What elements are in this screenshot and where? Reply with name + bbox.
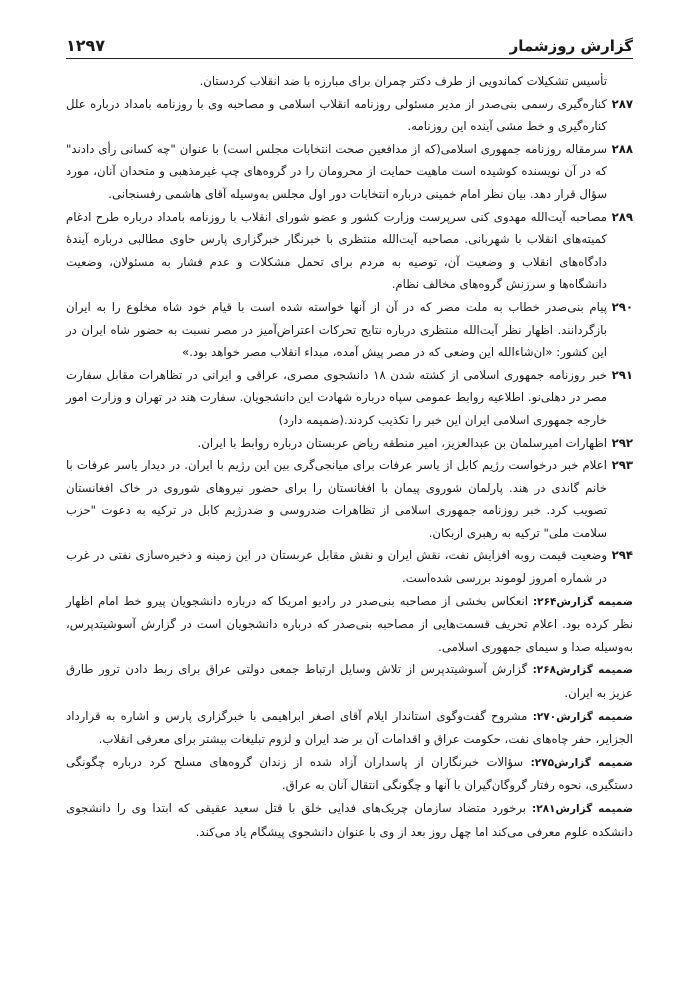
running-title: گزارش روزشمار bbox=[509, 37, 633, 55]
appendix-text: برخورد متضاد سازمان چریک‌های فدایی خلق با قتل سعید عقیقی که ابتدا وی را دانشجوی دانشکده علوم معرفی می‌کند اما چهل روز بعد از وی با عنوان دانشجوی پیشگام یاد می‌کند. bbox=[66, 801, 633, 839]
entry-number: ۲۹۱ bbox=[611, 367, 633, 382]
entry-290 bbox=[66, 296, 633, 364]
entry-text: خبر روزنامه جمهوری اسلامی از کشته شدن ۱۸ دانشجوی مصری، عراقی و ایرانی در تظاهرات مقابل سفارت مصر در دهلی‌نو. اطلاعیه روابط عمومی سپاه درباره شهادت این دانشجویان. سفارت هند در تهران و وزارت امور خارجه جمهوری اسلامی ایران این خبر را تکذیب کردند.(ضمیمه دارد) bbox=[66, 367, 607, 427]
page-header bbox=[66, 30, 633, 59]
appendix-label: ضمیمه گزارش۲۶۴: bbox=[532, 595, 633, 608]
entry-293 bbox=[66, 454, 633, 544]
entry-text: پیام بنی‌صدر خطاب به ملت مصر که در آن از آنها خواسته شده است با قیام خود شاه مخلوع را به ایران بازگردانند. اظهار نظر آیت‌الله منتظری درباره نتایج تحرکات اعتراض‌آمیز در مصر نسبت به حضور شاه ایران در این کشور: «ان‌شاءالله این وضعی که در مصر پیش آمده، مبداء انقلاب مصر خواهد بود.» bbox=[66, 299, 607, 360]
page-number: ۱۲۹۷ bbox=[66, 36, 106, 55]
entry-289 bbox=[66, 206, 633, 296]
appendix-text: سؤالات خبرنگاران از پاسداران آزاد شده از زندان گروه‌های مسلح کرد درباره چگونگی دستگیری، نحوه رفتار گروگان‌گیران با آنها و چگونگی انتقال آنان به عراق. bbox=[66, 754, 633, 793]
entry-number: ۲۹۳ bbox=[611, 458, 633, 473]
appendix-268 bbox=[66, 658, 633, 704]
appendix-label: ضمیمه گزارش۲۸۱: bbox=[532, 803, 634, 815]
appendix-text: مشروح گفت‌وگوی استاندار ایلام آقای اصغر ابراهیمی با خبرگزاری پارس و اشاره به قرارداد الجزایر، حفر چاه‌های نفت، حکومت عراق و اقدامات آن بر ضد ایران و لزوم تبلیغات بیشتر برای معرفی انقلاب. bbox=[66, 708, 633, 747]
entry-number: ۲۹۰ bbox=[611, 299, 633, 314]
page-body bbox=[66, 70, 633, 843]
continuation-paragraph: تأسیس تشکیلات کماندویی از طرف دکتر چمران برای مبارزه با ضد انقلاب کردستان. bbox=[199, 74, 607, 88]
entry-text: اظهارات امیرسلمان بن عبدالعزیز، امیر منطقه ریاض عربستان درباره روابط با ایران. bbox=[197, 435, 607, 450]
entry-number: ۲۸۹ bbox=[611, 209, 633, 224]
appendix-label: ضمیمه گزارش۲۷۵: bbox=[530, 756, 633, 769]
appendix-text: گزارش آسوشیتدپرس از تلاش وسایل ارتباط جمعی دولتی عراق برای ربط دادن ترور طارق عزیز به ایران. bbox=[66, 662, 633, 701]
appendix-281 bbox=[66, 797, 633, 843]
entry-text: کناره‌گیری رسمی بنی‌صدر از مدیر مسئولی روزنامه انقلاب اسلامی و مصاحبه وی با روزنامه بامداد درباره علل کناره‌گیری و خط مشی آینده این روزنامه. bbox=[66, 96, 607, 134]
entry-number: ۲۸۷ bbox=[611, 96, 633, 111]
entry-number: ۲۹۴ bbox=[611, 548, 633, 563]
entry-294 bbox=[66, 544, 633, 589]
entry-number: ۲۹۲ bbox=[611, 435, 633, 450]
entry-text: مصاحبه آیت‌الله مهدوی کنی سرپرست وزارت کشور و عضو شورای انقلاب با روزنامه بامداد درباره طرح ادغام کمیته‌های انقلاب با شهربانی. مصاحبه آیت‌الله منتظری با خبرنگار خبرگزاری پارس حاوی مطالبی درباره آیندهٔ دادگاه‌های انقلاب و وضعیت آن، توصیه به مردم برای تحمل مشکلات و عدم فشار به مسئولان، وضعیت دانشگاه‌ها و سرزنش گروه‌های مخالف نظام. bbox=[66, 209, 607, 292]
appendix-270 bbox=[66, 705, 633, 751]
appendix-label: ضمیمه گزارش۲۶۸: bbox=[532, 664, 633, 677]
entry-text: وضعیت قیمت روبه افزایش نفت، نقش ایران و نقش مقابل عربستان در این زمینه و ذخیره‌سازی نفتی در غرب در شماره امروز لوموند بررسی شده‌است. bbox=[66, 548, 607, 586]
appendix-275 bbox=[66, 751, 633, 797]
entry-number: ۲۸۸ bbox=[611, 141, 633, 156]
appendix-label: ضمیمه گزارش۲۷۰: bbox=[532, 710, 633, 723]
entry-292 bbox=[66, 432, 633, 455]
appendix-text: انعکاس بخشی از مصاحبه بنی‌صدر در رادیو امریکا که درباره دانشجویان پیرو خط امام اظهار نظر کرده بود. اعلام تحریف قسمت‌هایی از مصاحبه بنی‌صدر که درباره دانشجویان است در گزارش آسوشیتدپرس، به‌وسیله صدا و سیمای جمهوری اسلامی. bbox=[66, 593, 633, 654]
entry-287 bbox=[66, 93, 633, 138]
entry-288 bbox=[66, 138, 633, 206]
entry-291 bbox=[66, 364, 633, 432]
entry-text: سرمقاله روزنامه جمهوری اسلامی(که از مدافعین صحت انتخابات مجلس است) با عنوان "چه کسانی رأی دادند" که در آن نویسنده کوشیده است ماهیت حمایت از محرومان را در گروه‌های چپ غیرمذهبی و متحدان آنان، مورد سؤال قرار دهد. بیان نظر امام خمینی درباره انتخابات دور اول مجلس به‌وسیله آقای هاشمی رفسنجانی. bbox=[66, 141, 607, 201]
entry-text: اعلام خبر درخواست رژیم کابل از یاسر عرفات برای میانجی‌گری بین این رژیم با ایران. در دیدار یاسر عرفات با خانم گاندی در هند. پارلمان شوروی پیمان با افغانستان را برای حضور نیروهای شوروی در خاک افغانستان تصویب کرد. خبر روزنامه جمهوری اسلامی از تظاهرات ضدروسی و ضدرژیم کابل در ترکیه به دعوت "حزب سلامت ملی" ترکیه به رهبری اربکان. bbox=[66, 458, 607, 540]
appendix-264 bbox=[66, 590, 633, 659]
